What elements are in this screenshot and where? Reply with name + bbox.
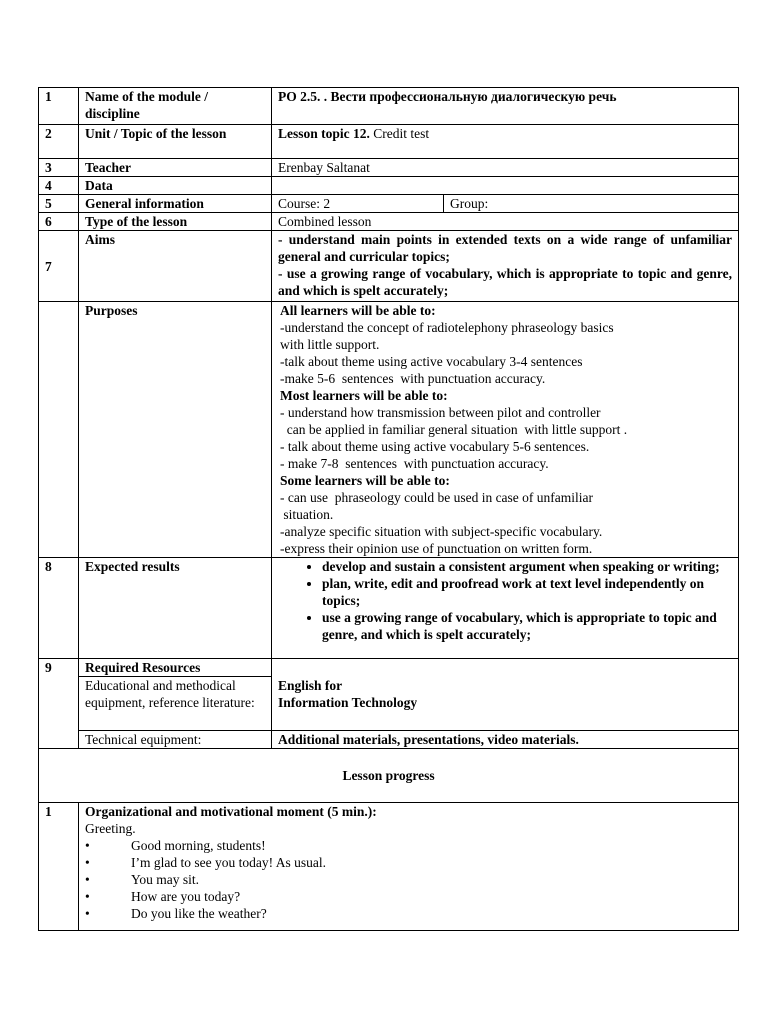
row-number: 4	[39, 177, 79, 195]
purposes-line: -express their opinion use of punctuation on written form.	[280, 541, 593, 556]
table-row	[39, 803, 739, 931]
row-number: 5	[39, 195, 79, 213]
bullet-icon: •	[85, 855, 90, 870]
purposes-line: -understand the concept of radiotelephony phraseology basics	[280, 320, 614, 335]
greeting-phrase: You may sit.	[131, 872, 200, 887]
row-label: Expected results	[79, 558, 272, 659]
row-label: Purposes	[79, 302, 272, 558]
course-value: Course: 2	[272, 195, 444, 213]
purposes-heading: Some learners will be able to:	[280, 473, 450, 488]
lesson-topic	[272, 125, 739, 159]
purposes-line: - make 7-8 sentences with punctuation accuracy.	[280, 456, 549, 471]
row-number: 7	[39, 231, 79, 302]
row-label: Aims	[79, 231, 272, 302]
row-label: Data	[79, 177, 272, 195]
purposes-heading: All learners will be able to:	[280, 303, 436, 318]
bullet-icon: •	[85, 872, 90, 887]
purposes-line: with little support.	[280, 337, 380, 352]
module-name: PO 2.5. . Вести профессиональную диалогическую речь	[272, 88, 739, 125]
table-row	[39, 195, 739, 213]
expected-item: • use a growing range of vocabulary, which is appropriate to topic and genre, and which is spelt accurately;	[322, 609, 732, 643]
table-row	[39, 659, 739, 677]
progress-heading: Organizational and motivational moment (5 min.):	[85, 804, 377, 819]
table-row	[39, 749, 739, 803]
date-value	[272, 177, 739, 195]
table-row	[39, 213, 739, 231]
teacher-name: Erenbay Saltanat	[272, 159, 739, 177]
row-label: Name of the module / discipline	[79, 88, 272, 125]
row-number: 1	[39, 88, 79, 125]
row-number: 6	[39, 213, 79, 231]
lesson-progress-title: Lesson progress	[39, 749, 739, 803]
expected-item: • plan, write, edit and proofread work at text level independently on topics;	[322, 575, 732, 609]
expected-item: • develop and sustain a consistent argument when speaking or writing;	[322, 558, 732, 575]
edu-resources	[272, 677, 739, 731]
aims-line: - use a growing range of vocabulary, which is appropriate to topic and genre, and which is spelt accurately;	[278, 266, 733, 298]
tech-equipment: Additional materials, presentations, video materials.	[272, 731, 739, 749]
row-label: General information	[79, 195, 272, 213]
greeting-phrase: I’m glad to see you today! As usual.	[131, 855, 326, 870]
row-number: 3	[39, 159, 79, 177]
lesson-topic-label: Lesson topic 12.	[278, 126, 370, 141]
purposes-line: -talk about theme using active vocabulary 3-4 sentences	[280, 354, 583, 369]
purposes-line: - can use phraseology could be used in case of unfamiliar	[280, 490, 594, 505]
progress-content	[79, 803, 739, 931]
lesson-plan-table	[38, 87, 739, 931]
greeting-phrase: How are you today?	[131, 889, 241, 904]
list-item	[85, 871, 732, 888]
purposes-line: -analyze specific situation with subject-specific vocabulary.	[280, 524, 603, 539]
resource-line: English for	[278, 677, 343, 693]
bullet-icon: •	[85, 889, 90, 904]
row-label: Educational and methodical equipment, reference literature:	[79, 677, 272, 731]
table-row	[39, 159, 739, 177]
purposes-line: -make 5-6 sentences with punctuation accuracy.	[280, 371, 546, 386]
bullet-icon: •	[85, 906, 90, 921]
aims-line: - understand main points in extended texts on a wide range of unfamiliar general and curricular topics;	[278, 232, 733, 264]
bullet-icon: •	[85, 838, 90, 853]
lesson-type: Combined lesson	[272, 213, 739, 231]
row-label: Type of the lesson	[79, 213, 272, 231]
list-item	[85, 905, 732, 922]
resource-line: Information Technology	[278, 694, 418, 710]
table-row	[39, 558, 739, 659]
row-label: Teacher	[79, 159, 272, 177]
lesson-topic-value: Credit test	[369, 126, 430, 141]
aims-content	[272, 231, 739, 302]
purposes-heading: Most learners will be able to:	[280, 388, 448, 403]
list-item	[85, 854, 732, 871]
list-item	[85, 837, 732, 854]
row-number: 1	[39, 803, 79, 931]
row-label: Unit / Topic of the lesson	[79, 125, 272, 159]
table-row	[39, 302, 739, 558]
purposes-line: - talk about theme using active vocabulary 5-6 sentences.	[280, 439, 590, 454]
group-value: Group:	[444, 195, 739, 213]
table-row	[39, 88, 739, 125]
table-row	[39, 177, 739, 195]
row-number: 2	[39, 125, 79, 159]
table-row	[39, 231, 739, 302]
table-row	[39, 677, 739, 731]
row-label: Required Resources	[79, 659, 272, 677]
purposes-line: situation.	[280, 507, 334, 522]
row-number: 8	[39, 558, 79, 659]
row-number: 9	[39, 659, 79, 677]
row-label: Technical equipment:	[79, 731, 272, 749]
table-row	[39, 125, 739, 159]
table-row	[39, 731, 739, 749]
purposes-line: can be applied in familiar general situation with little support .	[280, 422, 628, 437]
expected-results	[272, 558, 739, 659]
greeting-label: Greeting.	[85, 821, 136, 836]
list-item	[85, 888, 732, 905]
purposes-line: - understand how transmission between pilot and controller	[280, 405, 601, 420]
purposes-content	[272, 302, 739, 558]
greeting-phrase: Good morning, students!	[131, 838, 266, 853]
greeting-phrase: Do you like the weather?	[131, 906, 267, 921]
